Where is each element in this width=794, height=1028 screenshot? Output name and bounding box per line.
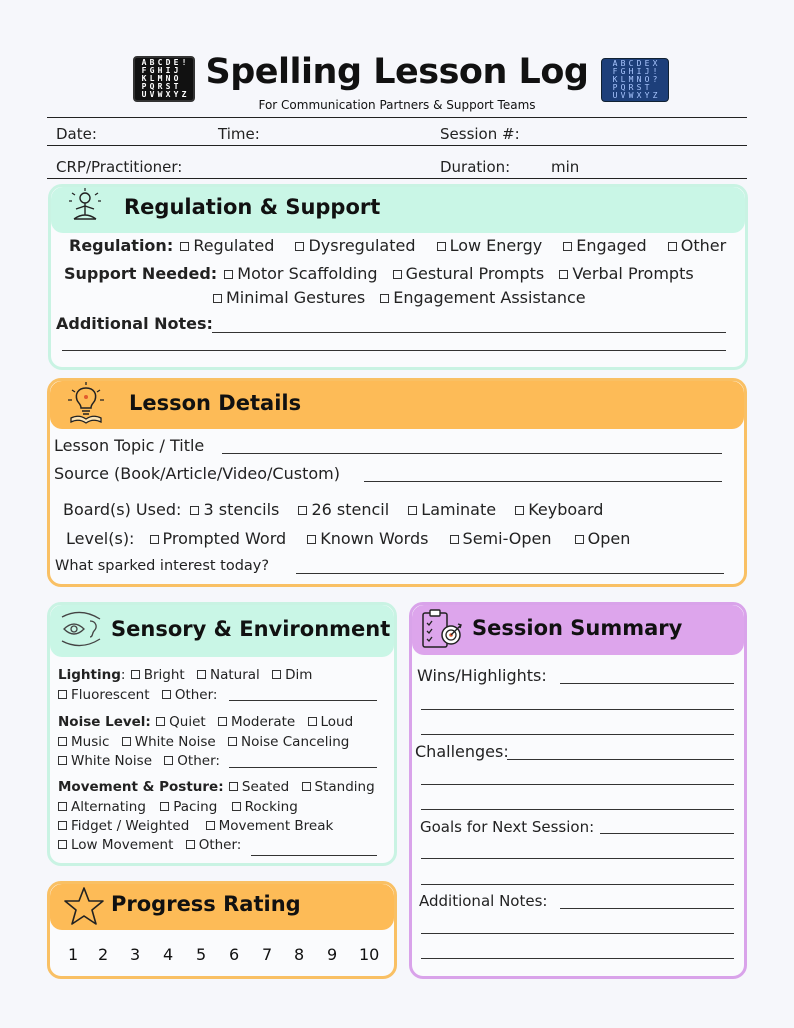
support-row-2 [207,288,586,307]
checkbox[interactable] [186,840,195,849]
wins-line[interactable] [560,683,734,684]
checkbox[interactable] [575,535,584,544]
board-letter: X [165,90,171,99]
checkbox[interactable] [58,690,67,699]
checkbox[interactable] [213,294,222,303]
lighting-option-other[interactable]: Other: [156,687,218,703]
movement-row-4 [52,837,241,853]
support-option-motor-scaffolding[interactable]: Motor Scaffolding [222,264,377,283]
date-label: Date: [56,125,97,143]
board-letter: R [157,82,163,91]
board-letter: Y [644,91,650,100]
checkbox[interactable] [224,270,233,279]
support-label: Support Needed: [64,264,218,283]
checkbox[interactable] [302,782,311,791]
noise-option-loud[interactable]: Loud [302,714,354,730]
regulation-option-regulated[interactable]: Regulated [178,236,274,255]
checkbox[interactable] [58,840,67,849]
wins-label: Wins/Highlights: [417,666,547,685]
lighting-row-2 [52,687,217,703]
board-letter: G [620,67,626,76]
lighting-other-line[interactable] [229,700,377,701]
board-letter: A [612,59,618,68]
checkbox[interactable] [190,506,199,515]
challenges-label: Challenges: [415,742,509,761]
board-letter: ? [652,75,658,84]
boards-option-26-stencil[interactable]: 26 stencil [292,500,389,519]
time-label: Time: [218,125,260,143]
goals-label: Goals for Next Session: [420,818,595,836]
checkbox[interactable] [58,737,67,746]
checkbox[interactable] [515,506,524,515]
movement-option-seated[interactable]: Seated [228,779,289,795]
crp-label: CRP/Practitioner: [56,158,183,176]
checkbox[interactable] [295,242,304,251]
checkbox[interactable] [180,242,189,251]
interest-label: What sparked interest today? [55,558,270,574]
checkbox[interactable] [559,270,568,279]
board-letter: X [636,91,642,100]
board-letter: P [141,82,147,91]
board-letter: O [644,75,650,84]
board-letter: C [628,59,634,68]
noise-option-other[interactable]: Other: [158,753,220,769]
board-letter: H [157,66,163,75]
board-letter: Z [652,91,658,100]
lesson-source-label: Source (Book/Article/Video/Custom) [54,464,340,483]
rating-option-5[interactable]: 5 [196,945,207,964]
noise-row-2 [52,734,349,750]
checkbox[interactable] [408,506,417,515]
board-letter: A [141,58,147,67]
checkbox[interactable] [218,717,227,726]
board-letter: C [157,58,163,67]
movement-option-low-movement[interactable]: Low Movement [52,837,173,853]
movement-option-rocking[interactable]: Rocking [226,799,298,815]
board-letter: B [620,59,626,68]
board-letter: U [612,91,618,100]
challenges-line[interactable] [507,759,734,760]
rating-option-4[interactable]: 4 [163,945,174,964]
noise-row [58,714,353,730]
noise-option-music[interactable]: Music [52,734,109,750]
page-subtitle: For Communication Partners & Support Teams [258,98,536,112]
regulation-card-title: Regulation & Support [124,195,381,219]
divider [47,145,747,146]
star-icon [63,886,105,926]
regulation-label: Regulation: [69,236,174,255]
duration-label: Duration: [440,158,511,176]
checkbox[interactable] [232,802,241,811]
levels-option-semi-open[interactable]: Semi-Open [444,529,552,548]
lighting-label: Lighting [58,667,121,683]
board-letter: S [165,82,171,91]
divider [47,178,747,179]
progress-card-title: Progress Rating [111,892,301,916]
checkbox[interactable] [563,242,572,251]
summary-notes-label: Additional Notes: [419,892,548,910]
boards-option-laminate[interactable]: Laminate [402,500,496,519]
lighting-option-fluorescent[interactable]: Fluorescent [52,687,150,703]
rating-option-2[interactable]: 2 [98,945,109,964]
board-letter: D [636,59,642,68]
movement-option-other[interactable]: Other: [180,837,242,853]
checkbox[interactable] [164,756,173,765]
checkbox[interactable] [58,802,67,811]
checkbox[interactable] [307,535,316,544]
meditation-icon [66,187,104,227]
movement-option-alternating[interactable]: Alternating [52,799,146,815]
rating-option-7[interactable]: 7 [262,945,273,964]
board-letter: ! [181,58,187,67]
board-letter: J [173,66,179,75]
movement-option-standing[interactable]: Standing [296,779,375,795]
regulation-option-dysregulated[interactable]: Dysregulated [289,236,415,255]
checkbox[interactable] [228,737,237,746]
boards-row [63,500,603,519]
movement-row [58,779,375,795]
board-letter: V [149,90,155,99]
movement-row-2 [52,799,298,815]
summary-notes-line[interactable] [421,958,734,959]
regulation-notes-label: Additional Notes: [56,314,213,333]
lighting-option-bright[interactable]: Bright [130,667,185,683]
lesson-topic-label: Lesson Topic / Title [54,436,205,455]
divider [47,117,747,118]
goals-line[interactable] [600,833,734,834]
board-letter: T [644,83,650,92]
board-letter: D [165,58,171,67]
rating-option-8[interactable]: 8 [294,945,305,964]
support-option-engagement-assistance[interactable]: Engagement Assistance [374,288,585,307]
summary-card-title: Session Summary [472,616,683,640]
checkbox[interactable] [380,294,389,303]
movement-option-movement-break[interactable]: Movement Break [200,818,334,834]
session-label: Session #: [440,125,520,143]
board-letter: M [628,75,634,84]
checkbox[interactable] [206,821,215,830]
board-letter: W [628,91,634,100]
checkbox[interactable] [272,670,281,679]
checkbox[interactable] [450,535,459,544]
checkbox[interactable] [131,670,140,679]
board-letter: G [149,66,155,75]
noise-option-white-noise[interactable]: White Noise [116,734,216,750]
checkbox[interactable] [156,717,165,726]
board-letter: E [173,58,179,67]
board-letter: S [636,83,642,92]
duration-unit: min [551,158,580,176]
clipboard-target-icon [419,607,465,651]
board-letter: L [620,75,626,84]
board-letter: E [644,59,650,68]
lighting-row: Lighting: Bright Natural Dim [58,667,313,683]
board-letter: F [141,66,147,75]
board-letter: V [620,91,626,100]
checkbox[interactable] [229,782,238,791]
lesson-card-title: Lesson Details [129,391,302,415]
wins-line[interactable] [421,709,734,710]
board-letter: O [173,74,179,83]
board-letter: Q [620,83,626,92]
noise-option-moderate[interactable]: Moderate [212,714,295,730]
regulation-option-other[interactable]: Other [662,236,726,255]
board-letter: U [141,90,147,99]
board-letter: K [612,75,618,84]
board-letter: J [644,67,650,76]
challenges-line[interactable] [421,784,734,785]
board-letter: N [165,74,171,83]
noise-option-noise-canceling[interactable]: Noise Canceling [222,734,349,750]
movement-row-3 [52,818,333,834]
levels-option-prompted-word[interactable]: Prompted Word [140,529,287,548]
support-option-gestural-prompts[interactable]: Gestural Prompts [387,264,545,283]
rating-option-9[interactable]: 9 [327,945,338,964]
board-letter: T [173,82,179,91]
board-letter: W [157,90,163,99]
noise-option-quiet[interactable]: Quiet [155,714,206,730]
rating-option-10[interactable]: 10 [359,945,380,964]
board-letter: X [652,59,658,68]
goals-line[interactable] [421,858,734,859]
movement-other-line[interactable] [251,855,377,856]
board-letter: M [157,74,163,83]
levels-label: Level(s): [66,529,135,548]
noise-other-line[interactable] [229,767,377,768]
noise-row-3 [52,753,220,769]
movement-option-fidget-weighted[interactable]: Fidget / Weighted [52,818,189,834]
regulation-notes-line[interactable] [62,350,726,351]
board-letter: R [628,83,634,92]
checkbox[interactable] [668,242,677,251]
regulation-row [69,236,726,255]
challenges-line[interactable] [421,809,734,810]
checkbox[interactable] [160,802,169,811]
page-title: Spelling Lesson Log [205,52,589,92]
lightbulb-book-icon [66,382,106,424]
board-letter: L [149,74,155,83]
sensory-eye-ear-icon [58,609,104,649]
board-letter: I [165,66,171,75]
movement-label: Movement & Posture: [58,779,224,795]
checkbox[interactable] [308,717,317,726]
boards-option-3-stencils[interactable]: 3 stencils [186,500,279,519]
levels-row [66,529,630,548]
levels-option-known-words[interactable]: Known Words [301,529,428,548]
rating-option-1[interactable]: 1 [68,945,79,964]
support-row [64,264,694,283]
lighting-option-natural[interactable]: Natural [191,667,260,683]
boards-label: Board(s) Used: [63,500,182,519]
lesson-source-line[interactable] [364,481,722,482]
wins-line[interactable] [421,734,734,735]
support-option-verbal-prompts[interactable]: Verbal Prompts [553,264,693,283]
board-letter: F [612,67,618,76]
lighting-option-dim[interactable]: Dim [266,667,312,683]
summary-notes-line[interactable] [560,908,734,909]
levels-option-open[interactable]: Open [569,529,631,548]
checkbox[interactable] [197,670,206,679]
regulation-option-low-energy[interactable]: Low Energy [431,236,543,255]
support-option-minimal-gestures[interactable]: Minimal Gestures [207,288,365,307]
checkbox[interactable] [298,506,307,515]
board-letter: B [149,58,155,67]
boards-option-keyboard[interactable]: Keyboard [509,500,603,519]
board-letter: Z [181,90,187,99]
checkbox[interactable] [437,242,446,251]
goals-line[interactable] [421,884,734,885]
checkbox[interactable] [58,756,67,765]
board-letter: I [636,67,642,76]
board-letter: Y [173,90,179,99]
board-letter: Q [149,82,155,91]
checkbox[interactable] [162,690,171,699]
checkbox[interactable] [150,535,159,544]
checkbox[interactable] [58,821,67,830]
sensory-card-title: Sensory & Environment [111,617,391,641]
board-letter: H [628,67,634,76]
checkbox[interactable] [122,737,131,746]
board-letter: N [636,75,642,84]
lesson-topic-line[interactable] [222,453,722,454]
noise-option-white-noise-2[interactable]: White Noise [52,753,152,769]
board-letter: P [612,83,618,92]
board-letter: ! [652,67,658,76]
summary-card [409,602,747,979]
regulation-notes-line[interactable] [212,332,726,333]
noise-label: Noise Level: [58,714,151,730]
interest-line[interactable] [296,573,724,574]
board-letter: K [141,74,147,83]
movement-option-pacing[interactable]: Pacing [154,799,217,815]
rating-option-3[interactable]: 3 [130,945,141,964]
regulation-option-engaged[interactable]: Engaged [557,236,646,255]
summary-notes-line[interactable] [421,933,734,934]
rating-option-6[interactable]: 6 [229,945,240,964]
checkbox[interactable] [393,270,402,279]
